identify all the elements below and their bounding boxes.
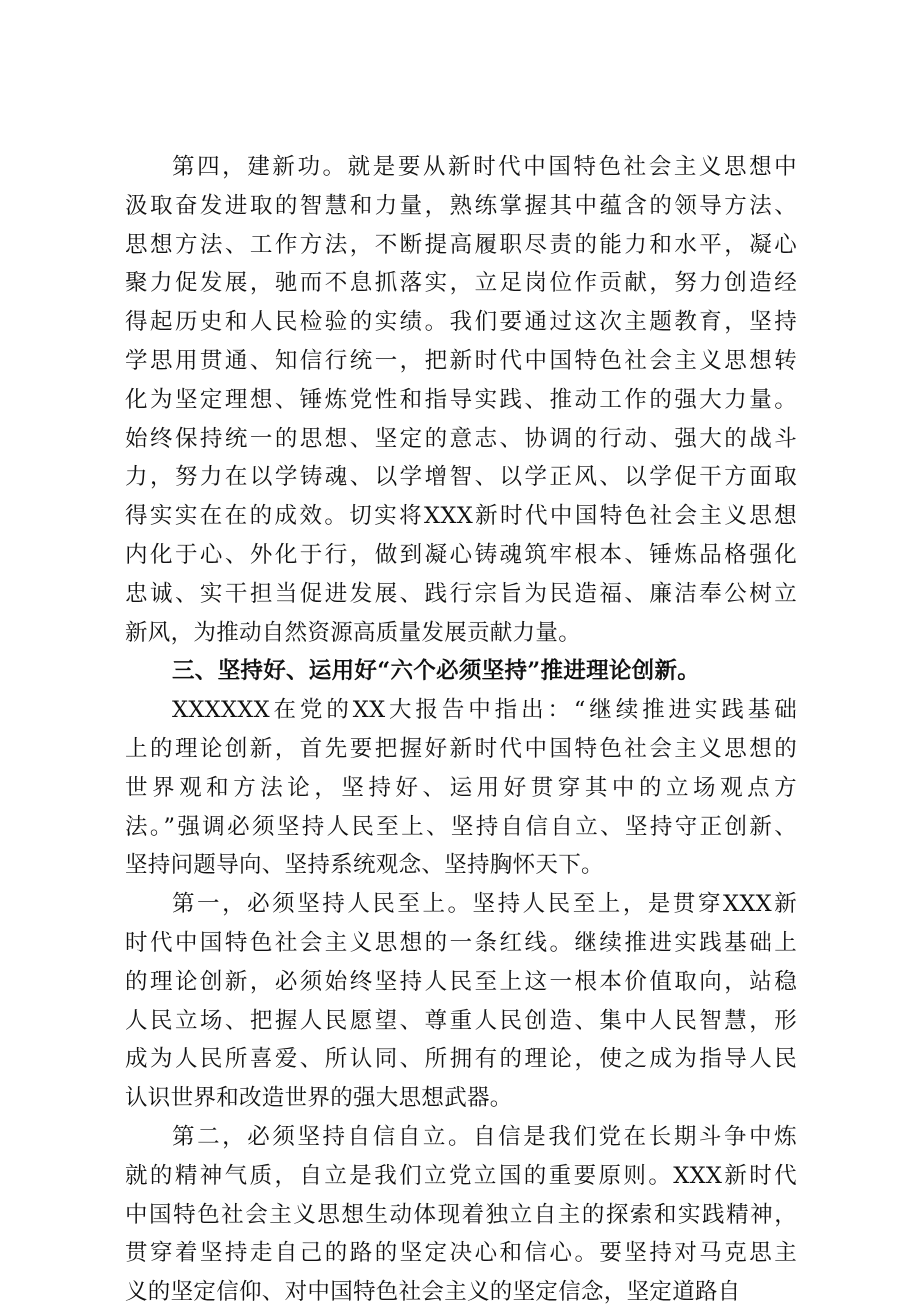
body-paragraph	[125, 691, 797, 885]
text-line: 世界观和方法论，坚持好、运用好贯穿其中的立场观点方	[125, 774, 797, 801]
text-line: XXXXXX在党的XX大报告中指出：“继续推进实践基础	[172, 697, 797, 724]
text-line: 三、坚持好、运用好“六个必须坚持”推进理论创新。	[172, 658, 701, 685]
text-line: 力，努力在以学铸魂、以学增智、以学正风、以学促干方面取	[125, 464, 797, 491]
body-paragraph	[125, 885, 797, 1118]
text-line: 聚力促发展，驰而不息抓落实，立足岗位作贡献，努力创造经	[125, 270, 797, 297]
text-line: 时代中国特色社会主义思想的一条红线。继续推进实践基础上	[125, 929, 797, 956]
document-body	[125, 148, 797, 1312]
text-line: 汲取奋发进取的智慧和力量，熟练掌握其中蕴含的领导方法、	[125, 192, 797, 219]
text-line: 化为坚定理想、锤炼党性和指导实践、推动工作的强大力量。	[125, 386, 797, 413]
text-line: 学思用贯通、知信行统一，把新时代中国特色社会主义思想转	[125, 347, 797, 374]
text-line: 新风，为推动自然资源高质量发展贡献力量。	[125, 619, 582, 646]
section-heading	[125, 652, 797, 691]
text-line: 第四，建新功。就是要从新时代中国特色社会主义思想中	[172, 154, 797, 180]
text-line: 第二，必须坚持自信自立。自信是我们党在长期斗争中炼	[172, 1123, 797, 1150]
text-line: 第一，必须坚持人民至上。坚持人民至上，是贯穿XXX新	[172, 891, 797, 918]
text-line: 得起历史和人民检验的实绩。我们要通过这次主题教育，坚持	[125, 309, 797, 336]
text-line: 贯穿着坚持走自己的路的坚定决心和信心。要坚持对马克思主	[125, 1240, 797, 1267]
text-line: 就的精神气质，自立是我们立党立国的重要原则。XXX新时代	[125, 1162, 797, 1189]
text-line: 人民立场、把握人民愿望、尊重人民创造、集中人民智慧，形	[125, 1007, 797, 1034]
text-line: 认识世界和改造世界的强大思想武器。	[125, 1085, 513, 1112]
text-line: 忠诚、实干担当促进发展、践行宗旨为民造福、廉洁奉公树立	[125, 580, 797, 607]
text-line: 坚持问题导向、坚持系统观念、坚持胸怀天下。	[125, 852, 604, 879]
text-line: 得实实在在的成效。切实将XXX新时代中国特色社会主义思想	[125, 503, 797, 530]
text-line: 法。”强调必须坚持人民至上、坚持自信自立、坚持守正创新、	[125, 813, 797, 840]
text-line: 中国特色社会主义思想生动体现着独立自主的探索和实践精神，	[125, 1201, 797, 1228]
text-line: 思想方法、工作方法，不断提高履职尽责的能力和水平，凝心	[125, 231, 797, 258]
text-line: 的理论创新，必须始终坚持人民至上这一根本价值取向，站稳	[125, 968, 797, 995]
text-line: 内化于心、外化于行，做到凝心铸魂筑牢根本、锤炼品格强化	[125, 541, 797, 568]
body-paragraph	[125, 148, 797, 652]
text-line: 始终保持统一的思想、坚定的意志、协调的行动、强大的战斗	[125, 425, 797, 452]
text-line: 义的坚定信仰、对中国特色社会主义的坚定信念，坚定道路自	[125, 1279, 741, 1306]
text-line: 成为人民所喜爱、所认同、所拥有的理论，使之成为指导人民	[125, 1046, 797, 1073]
body-paragraph	[125, 1118, 797, 1312]
text-line: 上的理论创新，首先要把握好新时代中国特色社会主义思想的	[125, 735, 797, 762]
